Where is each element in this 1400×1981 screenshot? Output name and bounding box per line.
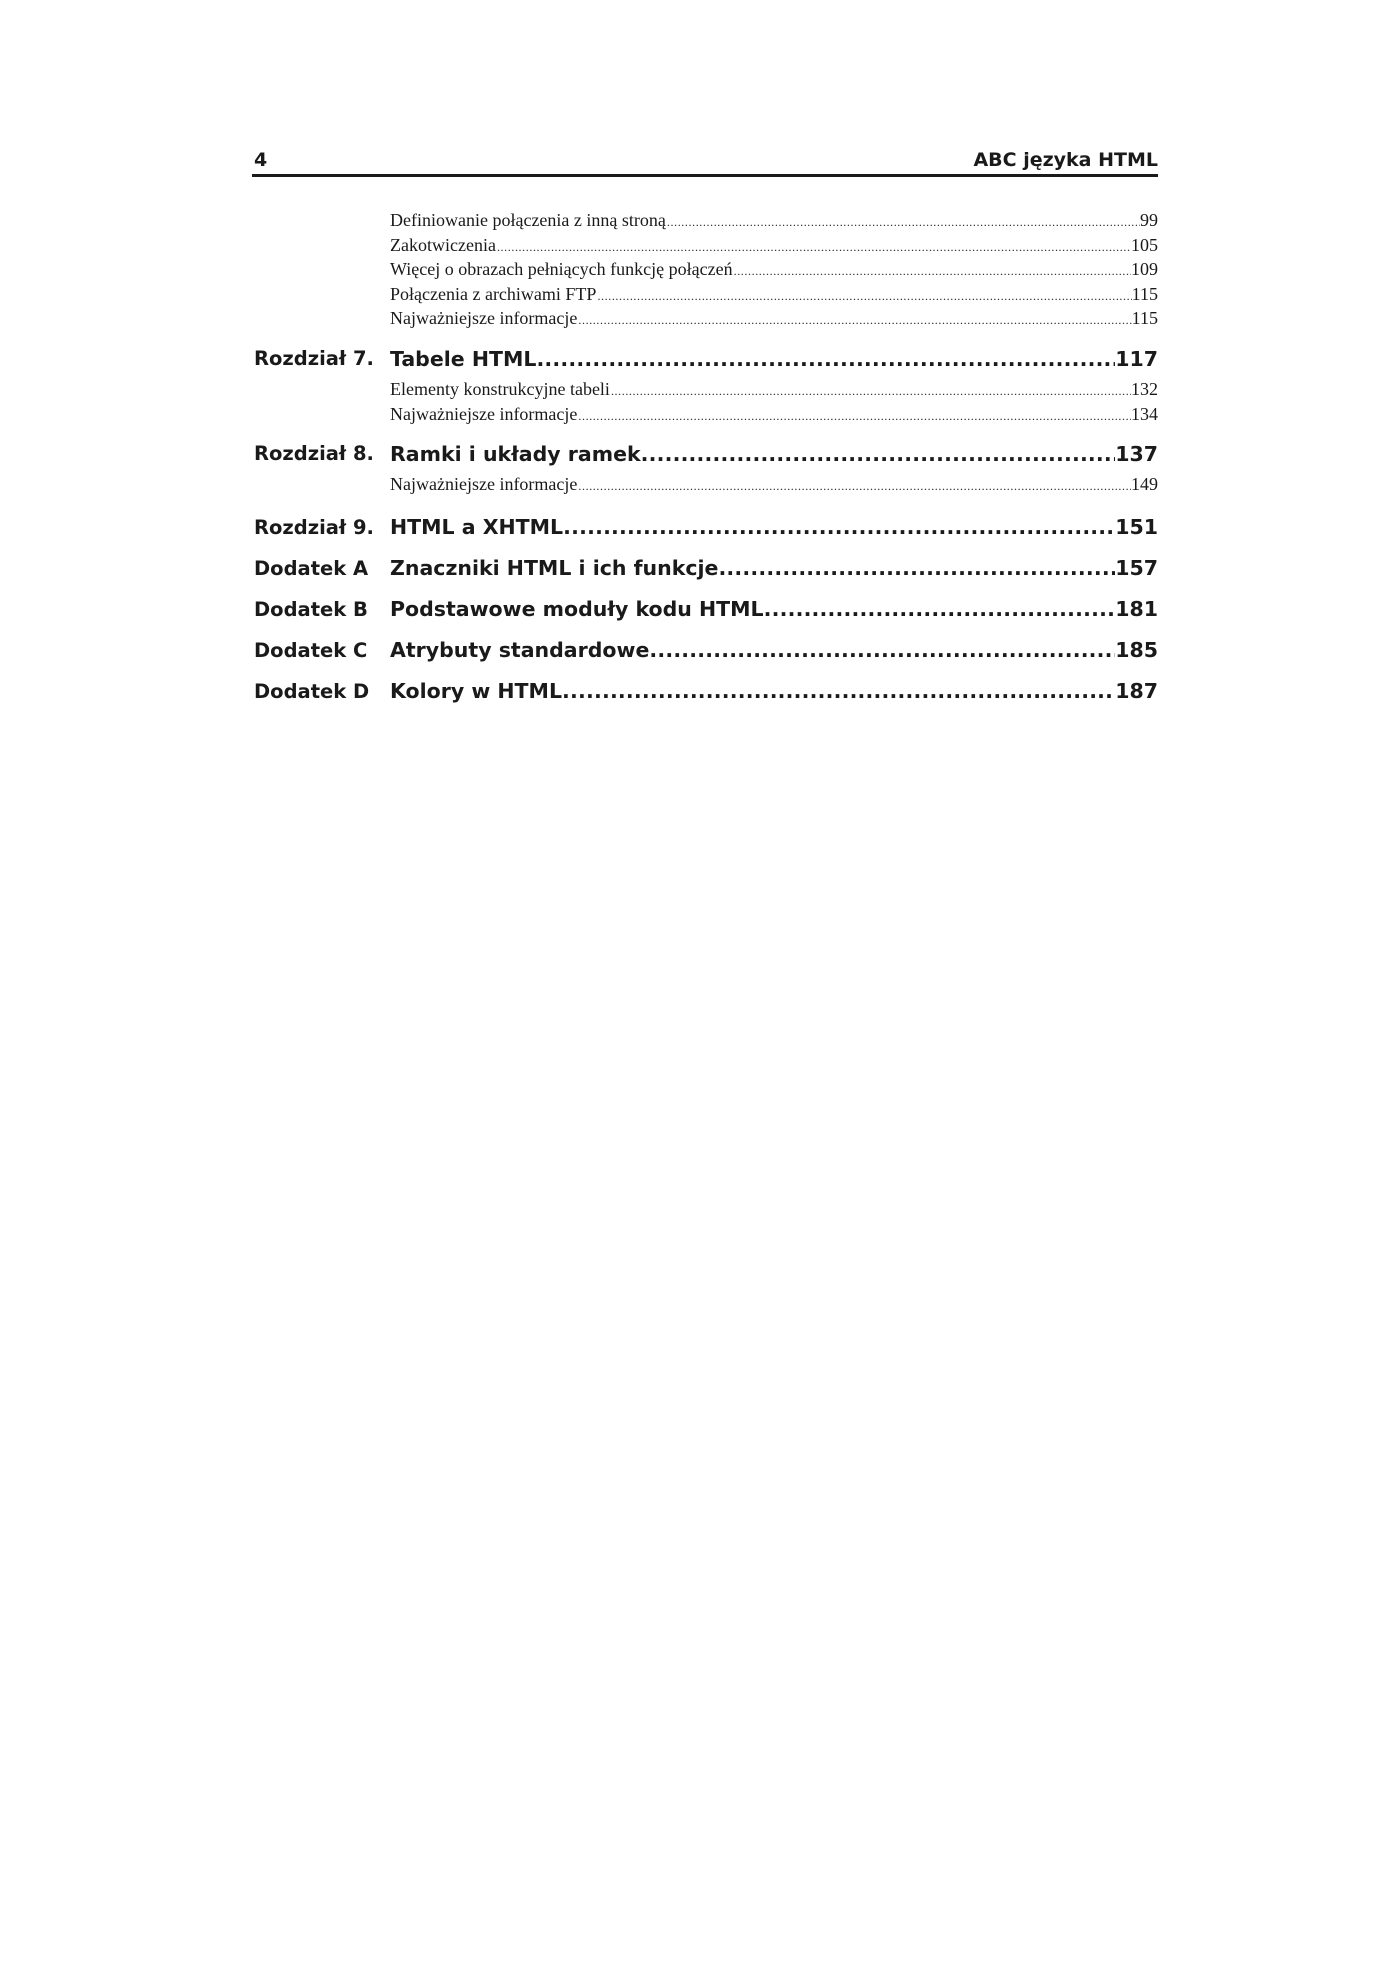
- page-number: 4: [254, 149, 268, 171]
- toc-entry-title: Więcej o obrazach pełniących funkcję połączeń: [390, 259, 733, 280]
- toc-chapter-label: Dodatek C: [254, 638, 368, 662]
- toc-chapter-row: [252, 671, 1158, 712]
- book-title: ABC języka HTML: [973, 149, 1158, 171]
- dot-leader: [536, 341, 1115, 377]
- toc-entry-title: Zakotwiczenia: [390, 234, 496, 255]
- dot-leader: [577, 404, 1131, 429]
- toc-entry: [390, 402, 1158, 429]
- dot-leader: [718, 548, 1115, 589]
- toc-entry: [390, 282, 1158, 309]
- toc-chapter-label: Rozdział 8.: [254, 442, 374, 466]
- toc-page-number: 151: [1115, 514, 1158, 539]
- toc-section-row: [252, 208, 1158, 233]
- toc-entry: [390, 208, 1158, 235]
- toc-entry: [390, 341, 1158, 377]
- dot-leader: [666, 210, 1140, 235]
- toc-section-row: [252, 402, 1158, 427]
- toc-chapter-row: [252, 507, 1158, 548]
- toc-section-row: [252, 257, 1158, 282]
- dot-leader: [733, 259, 1131, 284]
- toc-page-number: 185: [1115, 637, 1158, 662]
- toc-page-number: 149: [1131, 474, 1158, 495]
- dot-leader: [577, 474, 1131, 499]
- toc-entry-title: Atrybuty standardowe: [390, 637, 650, 662]
- toc-chapter-label: Dodatek B: [254, 597, 368, 621]
- toc-page-number: 157: [1115, 555, 1158, 580]
- toc-page-number: 109: [1131, 259, 1158, 280]
- running-header: [252, 146, 1158, 174]
- dot-leader: [596, 284, 1131, 309]
- toc-page-number: 115: [1131, 308, 1158, 329]
- toc-entry-title: Najważniejsze informacje: [390, 474, 578, 495]
- toc-chapter-row: [252, 630, 1158, 671]
- dot-leader: [562, 671, 1115, 712]
- toc-section-row: [252, 377, 1158, 402]
- toc-entry-title: Elementy konstrukcyjne tabeli: [390, 378, 610, 399]
- dot-leader: [641, 436, 1116, 472]
- dot-leader: [496, 235, 1131, 260]
- dot-leader: [610, 379, 1131, 404]
- toc-chapter-label: Rozdział 9.: [254, 515, 374, 539]
- dot-leader: [577, 308, 1131, 333]
- toc-entry: [390, 436, 1158, 472]
- toc-chapter-label: Rozdział 7.: [254, 346, 374, 370]
- toc-chapter-row: [252, 436, 1158, 472]
- toc-chapter-row: [252, 341, 1158, 377]
- toc-section-row: [252, 306, 1158, 331]
- dot-leader: [764, 589, 1116, 630]
- toc-page-number: 115: [1131, 283, 1158, 304]
- toc-section-row: [252, 233, 1158, 258]
- toc-entry: [390, 548, 1158, 589]
- toc-page-number: 137: [1115, 442, 1158, 467]
- toc-page-number: 181: [1115, 596, 1158, 621]
- toc-entry: [390, 507, 1158, 548]
- toc-entry-title: HTML a XHTML: [390, 514, 564, 539]
- toc-chapter-row: [252, 548, 1158, 589]
- toc-chapter-row: [252, 589, 1158, 630]
- toc-entry-title: Tabele HTML: [390, 346, 537, 371]
- toc-entry-title: Podstawowe moduły kodu HTML: [390, 596, 764, 621]
- toc-page-number: 105: [1131, 234, 1158, 255]
- table-of-contents: [252, 208, 1158, 712]
- toc-page-number: 134: [1131, 403, 1158, 424]
- toc-entry: [390, 233, 1158, 260]
- dot-leader: [649, 630, 1115, 671]
- toc-page-number: 117: [1115, 346, 1158, 371]
- toc-chapter-label: Dodatek A: [254, 556, 369, 580]
- toc-chapter-label: Dodatek D: [254, 679, 370, 703]
- toc-entry-title: Ramki i układy ramek: [390, 442, 641, 467]
- toc-entry: [390, 306, 1158, 333]
- toc-page-number: 99: [1140, 210, 1158, 230]
- toc-entry: [390, 377, 1158, 404]
- dot-leader: [563, 507, 1115, 548]
- toc-entry: [390, 472, 1158, 499]
- toc-entry-title: Najważniejsze informacje: [390, 308, 578, 329]
- toc-page-number: 187: [1115, 678, 1158, 703]
- toc-entry: [390, 257, 1158, 284]
- toc-entry-title: Połączenia z archiwami FTP: [390, 283, 597, 304]
- toc-entry-title: Definiowanie połączenia z inną stroną: [390, 210, 666, 230]
- toc-entry: [390, 589, 1158, 630]
- toc-section-row: [252, 472, 1158, 497]
- toc-section-row: [252, 282, 1158, 307]
- toc-entry: [390, 630, 1158, 671]
- toc-entry-title: Najważniejsze informacje: [390, 403, 578, 424]
- toc-page-number: 132: [1131, 378, 1158, 399]
- toc-entry-title: Znaczniki HTML i ich funkcje: [390, 555, 719, 580]
- toc-entry-title: Kolory w HTML: [390, 678, 563, 703]
- toc-entry: [390, 671, 1158, 712]
- header-rule: [252, 174, 1158, 177]
